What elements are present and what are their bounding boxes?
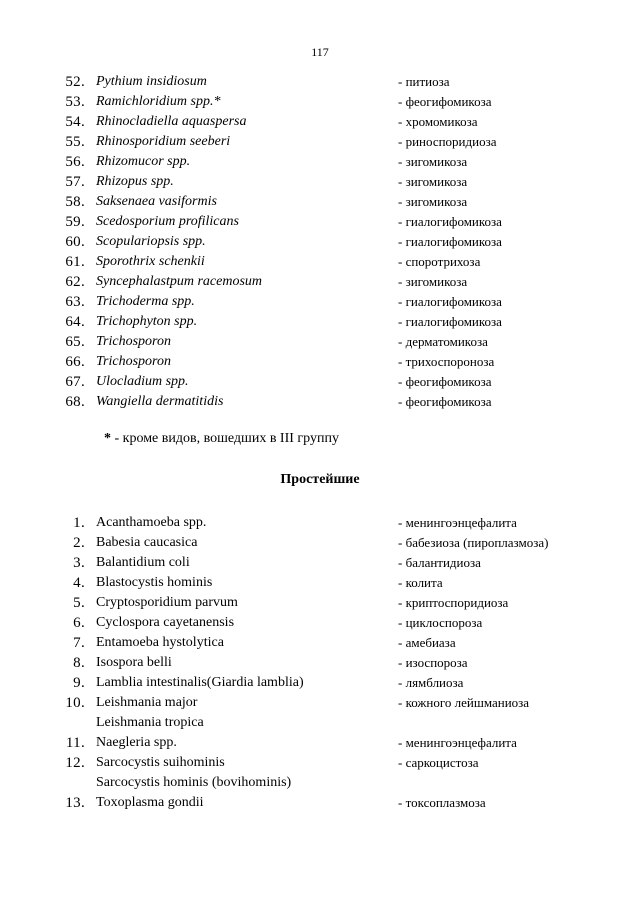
list-item [0, 573, 640, 593]
organism-name: Cyclospora cayetanensis [96, 615, 235, 630]
list-item [0, 513, 640, 533]
item-number: 13. [65, 795, 85, 811]
organism-name: Wangiella dermatitidis [96, 394, 224, 409]
item-number: 3. [73, 555, 85, 571]
item-number: 61. [65, 254, 85, 270]
organism-name: Saksenaea vasiformis [96, 194, 217, 209]
footnote-star: * [104, 431, 111, 446]
list-item [0, 773, 640, 793]
disease-name: - хромомикоза [398, 114, 478, 129]
disease-name: - амебиаза [398, 635, 456, 650]
page-number: 117 [311, 45, 329, 59]
organism-name: Rhizomucor spp. [96, 154, 191, 169]
organism-name: Sarcocystis hominis (bovihominis) [96, 775, 292, 790]
organism-name: Ramichloridium spp.* [96, 94, 221, 109]
organism-name: Trichophyton spp. [96, 314, 198, 329]
disease-name: - изоспороза [398, 655, 468, 670]
organism-name: Toxoplasma gondii [96, 795, 204, 810]
list-item [0, 312, 640, 332]
item-number: 54. [65, 114, 85, 130]
item-number: 2. [73, 535, 85, 551]
list-item [0, 593, 640, 613]
item-number: 64. [65, 314, 85, 330]
list-item [0, 132, 640, 152]
footnote [104, 431, 339, 447]
disease-name: - трихоспороноза [398, 354, 495, 369]
disease-name: - лямблиоза [398, 675, 464, 690]
item-number: 5. [73, 595, 85, 611]
disease-name: - гиалогифомикоза [398, 214, 502, 229]
organism-name: Trichosporon [96, 334, 171, 349]
list-item [0, 613, 640, 633]
list-item [0, 653, 640, 673]
organism-name: Babesia caucasica [96, 535, 198, 550]
item-number: 11. [65, 735, 85, 751]
item-number: 1. [73, 515, 85, 531]
disease-name: - гиалогифомикоза [398, 234, 502, 249]
organism-name: Rhizopus spp. [96, 174, 174, 189]
organism-name: Rhinosporidium seeberi [96, 134, 231, 149]
list-item [0, 733, 640, 753]
organism-name: Pythium insidiosum [96, 74, 207, 89]
organism-name: Trichoderma spp. [96, 294, 195, 309]
list-item [0, 793, 640, 813]
disease-name: - споротрихоза [398, 254, 481, 269]
item-number: 56. [65, 154, 85, 170]
footnote-text: - кроме видов, вошедших в III группу [111, 431, 339, 446]
item-number: 55. [65, 134, 85, 150]
disease-name: - зигомикоза [398, 174, 468, 189]
list-item [0, 252, 640, 272]
disease-name: - зигомикоза [398, 274, 468, 289]
disease-name: - гиалогифомикоза [398, 314, 502, 329]
item-number: 58. [65, 194, 85, 210]
disease-name: - менингоэнцефалита [398, 515, 517, 530]
list-item [0, 352, 640, 372]
item-number: 68. [65, 394, 85, 410]
list-item [0, 192, 640, 212]
section-title: Простейшие [280, 472, 360, 487]
disease-name: - дерматомикоза [398, 334, 488, 349]
protozoa-list [0, 513, 640, 813]
disease-name: - саркоцистоза [398, 755, 479, 770]
item-number: 12. [65, 755, 85, 771]
disease-name: - бабезиоза (пироплазмоза) [398, 535, 549, 550]
item-number: 60. [65, 234, 85, 250]
organism-name: Balantidium coli [96, 555, 190, 570]
fungi-list [0, 72, 640, 412]
list-item [0, 212, 640, 232]
disease-name: - гиалогифомикоза [398, 294, 502, 309]
list-item [0, 332, 640, 352]
disease-name: - кожного лейшманиоза [398, 695, 530, 710]
item-number: 66. [65, 354, 85, 370]
organism-name: Sporothrix schenkii [96, 254, 205, 269]
disease-name: - зигомикоза [398, 194, 468, 209]
item-number: 67. [65, 374, 85, 390]
disease-name: - феогифомикоза [398, 94, 492, 109]
organism-name: Entamoeba hystolytica [96, 635, 224, 650]
organism-name: Trichosporon [96, 354, 171, 369]
list-item [0, 112, 640, 132]
list-item [0, 713, 640, 733]
disease-name: - феогифомикоза [398, 394, 492, 409]
disease-name: - риноспоридиоза [398, 134, 497, 149]
organism-name: Sarcocystis suihominis [96, 755, 225, 770]
disease-name: - зигомикоза [398, 154, 468, 169]
item-number: 53. [65, 94, 85, 110]
item-number: 65. [65, 334, 85, 350]
organism-name: Lamblia intestinalis(Giardia lamblia) [96, 675, 304, 690]
disease-name: - питиоза [398, 74, 450, 89]
item-number: 7. [73, 635, 85, 651]
organism-name: Cryptosporidium parvum [96, 595, 238, 610]
organism-name: Blastocystis hominis [96, 575, 213, 590]
organism-name: Syncephalastpum racemosum [96, 274, 263, 289]
list-item [0, 92, 640, 112]
item-number: 10. [65, 695, 85, 711]
item-number: 52. [65, 74, 85, 90]
list-item [0, 553, 640, 573]
item-number: 63. [65, 294, 85, 310]
organism-name: Scedosporium profilicans [96, 214, 239, 229]
list-item [0, 292, 640, 312]
item-number: 4. [73, 575, 85, 591]
list-item [0, 533, 640, 553]
item-number: 59. [65, 214, 85, 230]
disease-name: - балантидиоза [398, 555, 481, 570]
item-number: 8. [73, 655, 85, 671]
item-number: 62. [65, 274, 85, 290]
organism-name: Acanthamoeba spp. [96, 515, 207, 530]
list-item [0, 753, 640, 773]
organism-name: Isospora belli [96, 655, 172, 670]
list-item [0, 392, 640, 412]
organism-name: Leishmania tropica [96, 715, 204, 730]
list-item [0, 633, 640, 653]
list-item [0, 372, 640, 392]
disease-name: - менингоэнцефалита [398, 735, 517, 750]
list-item [0, 693, 640, 713]
list-item [0, 152, 640, 172]
item-number: 57. [65, 174, 85, 190]
disease-name: - колита [398, 575, 443, 590]
organism-name: Leishmania major [96, 695, 198, 710]
item-number: 9. [73, 675, 85, 691]
list-item [0, 232, 640, 252]
list-item [0, 172, 640, 192]
list-item [0, 72, 640, 92]
organism-name: Naegleria spp. [96, 735, 177, 750]
disease-name: - токсоплазмоза [398, 795, 486, 810]
list-item [0, 272, 640, 292]
organism-name: Rhinocladiella aquaspersa [96, 114, 247, 129]
disease-name: - циклоспороза [398, 615, 483, 630]
item-number: 6. [73, 615, 85, 631]
list-item [0, 673, 640, 693]
organism-name: Ulocladium spp. [96, 374, 189, 389]
disease-name: - криптоспоридиоза [398, 595, 509, 610]
organism-name: Scopulariopsis spp. [96, 234, 206, 249]
disease-name: - феогифомикоза [398, 374, 492, 389]
